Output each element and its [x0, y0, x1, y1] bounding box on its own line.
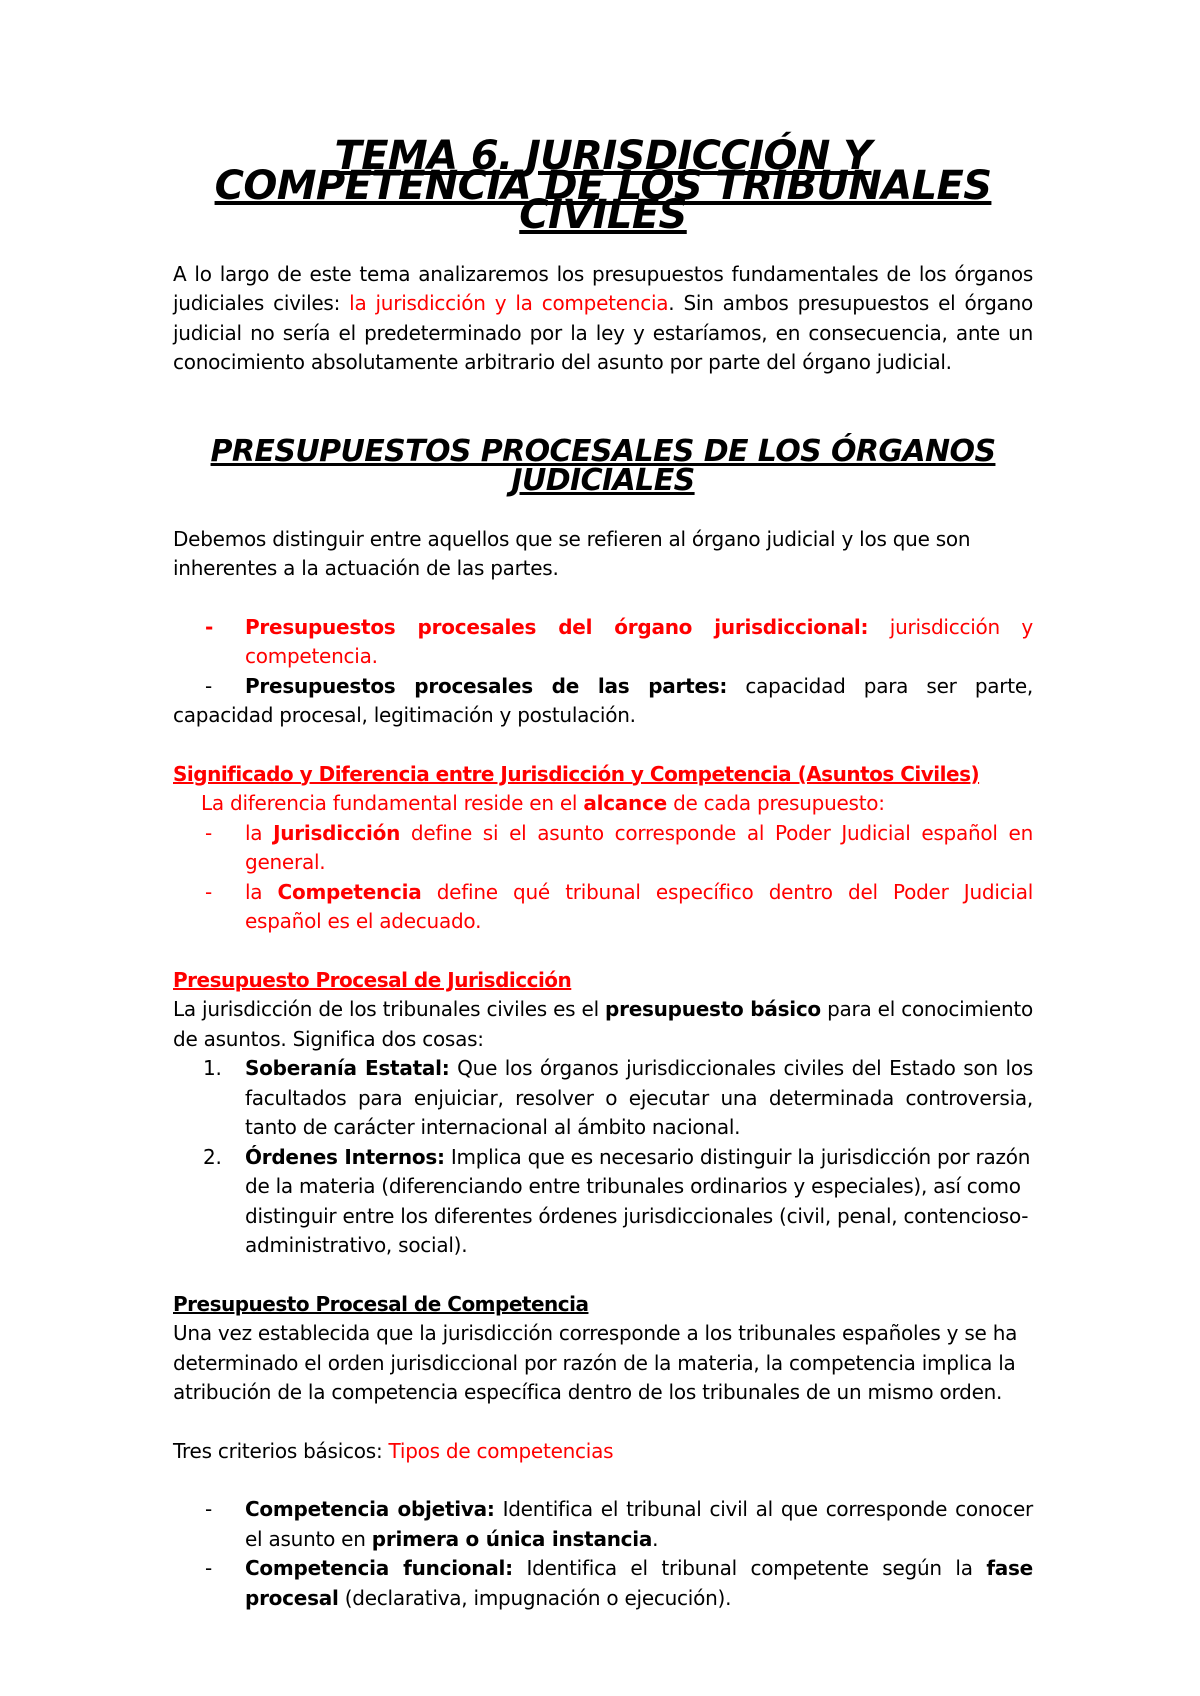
item-text-2: . — [652, 1526, 659, 1551]
list-item — [173, 613, 1033, 672]
list-item — [173, 672, 1033, 731]
item-text-pre: la — [245, 879, 278, 904]
item-bold-2: primera o única instancia — [371, 1526, 653, 1551]
item-text: Implica que es necesario distinguir la jurisdicción por razón de la materia (diferenciando entre tribunales ordinarios y especiales), así como distinguir entre los diferentes órdenes jurisdiccionales (civil, penal, contencioso-administrativo, social). — [245, 1144, 1031, 1257]
item-text-2: (declarativa, impugnación o ejecución). — [338, 1585, 732, 1610]
criteria-text: Tres criterios básicos: — [173, 1438, 389, 1463]
section2-heading: Significado y Diferencia entre Jurisdicción y Competencia (Asuntos Civiles) — [173, 761, 980, 786]
list-item — [173, 819, 1033, 878]
intro-highlight: la jurisdicción y la competencia — [349, 291, 669, 315]
list-marker: - — [205, 820, 212, 845]
criteria-highlight: Tipos de competencias — [388, 1438, 614, 1463]
item-bold-2: fase procesal — [245, 1556, 1033, 1610]
lead-bold: alcance — [583, 791, 667, 815]
section3-heading: Presupuesto Procesal de Jurisdicción — [173, 967, 572, 992]
lead-text-2: de cada presupuesto: — [666, 791, 885, 815]
item-bold: Competencia — [277, 879, 422, 904]
section1-paragraph: Debemos distinguir entre aquellos que se refieren al órgano judicial y los que son inherentes a la actuación de las partes. — [173, 526, 971, 580]
section1-list — [173, 613, 1033, 731]
document-title: TEMA 6. JURISDICCIÓN Y COMPETENCIA DE LOS TRIBUNALES CIVILES — [214, 133, 992, 238]
intro-text-2: . Sin ambos presupuestos el órgano judicial no sería el predeterminado por la ley y estaríamos, en consecuencia, ante un conocimiento absolutamente arbitrario del asunto por parte del órgano judicial. — [173, 291, 1033, 374]
section2-list — [173, 819, 1033, 937]
para-text-2: para el conocimiento de asuntos. Significa dos cosas: — [173, 997, 1033, 1051]
item-bold: Soberanía Estatal: — [245, 1056, 450, 1080]
list-marker: 2. — [203, 1144, 222, 1169]
item-bold: Presupuestos procesales de las partes: — [245, 673, 728, 698]
list-item — [173, 1143, 1033, 1261]
item-bold: Competencia funcional: — [245, 1556, 513, 1580]
section3-list — [173, 1054, 1033, 1261]
section4-heading: Presupuesto Procesal de Competencia — [173, 1291, 589, 1316]
item-bold: Competencia objetiva: — [245, 1497, 495, 1521]
para-text-1: La jurisdicción de los tribunales civiles es el — [173, 997, 606, 1021]
item-text: jurisdicción y competencia. — [245, 614, 1033, 668]
item-text-1: Identifica el tribunal competente según la — [512, 1556, 987, 1580]
section4-paragraph: Una vez establecida que la jurisdicción corresponde a los tribunales españoles y se ha determinado el orden jurisdiccional por razón de la materia, la competencia implica la atribución de la competencia específica dentro de los tribunales de un mismo orden. — [173, 1321, 1018, 1404]
item-bold: Jurisdicción — [273, 820, 401, 845]
list-item — [173, 1554, 1033, 1613]
item-text-1: Identifica el tribunal civil al que corresponde conocer el asunto en — [245, 1497, 1033, 1551]
list-marker: - — [205, 614, 214, 639]
section1-title: PRESUPUESTOS PROCESALES DE LOS ÓRGANOS JUDICIALES — [210, 433, 996, 498]
intro-text-1: A lo largo de este tema analizaremos los presupuestos fundamentales de los órganos judiciales civiles: — [173, 261, 1033, 315]
item-text-post: define si el asunto corresponde al Poder Judicial español en general. — [245, 820, 1034, 874]
item-text-pre: la — [245, 820, 274, 845]
list-item — [173, 1495, 1033, 1554]
section3-paragraph — [173, 995, 1033, 1054]
section2-lead — [173, 789, 1033, 819]
list-marker: - — [205, 673, 212, 698]
item-bold: Presupuestos procesales del órgano jurisdiccional: — [245, 614, 869, 639]
list-marker: - — [205, 1497, 212, 1521]
section4-list — [173, 1495, 1033, 1613]
lead-text-1: La diferencia fundamental reside en el — [201, 791, 584, 815]
item-bold: Órdenes Internos: — [245, 1144, 445, 1169]
list-marker: - — [205, 1556, 212, 1580]
intro-paragraph — [173, 260, 1033, 378]
list-marker: - — [205, 879, 212, 904]
list-marker: 1. — [203, 1056, 222, 1080]
item-text: capacidad para ser parte, capacidad procesal, legitimación y postulación. — [173, 673, 1034, 727]
list-item — [173, 1054, 1033, 1143]
item-text-post: define qué tribunal específico dentro del Poder Judicial español es el adecuado. — [245, 879, 1034, 933]
item-text: Que los órganos jurisdiccionales civiles del Estado son los facultados para enjuiciar, resolver o ejecutar una determinada controversia, tanto de carácter internacional al ámbito nacional. — [245, 1056, 1033, 1139]
criteria-line — [173, 1437, 1033, 1467]
para-bold: presupuesto básico — [605, 997, 821, 1021]
list-item — [173, 878, 1033, 937]
